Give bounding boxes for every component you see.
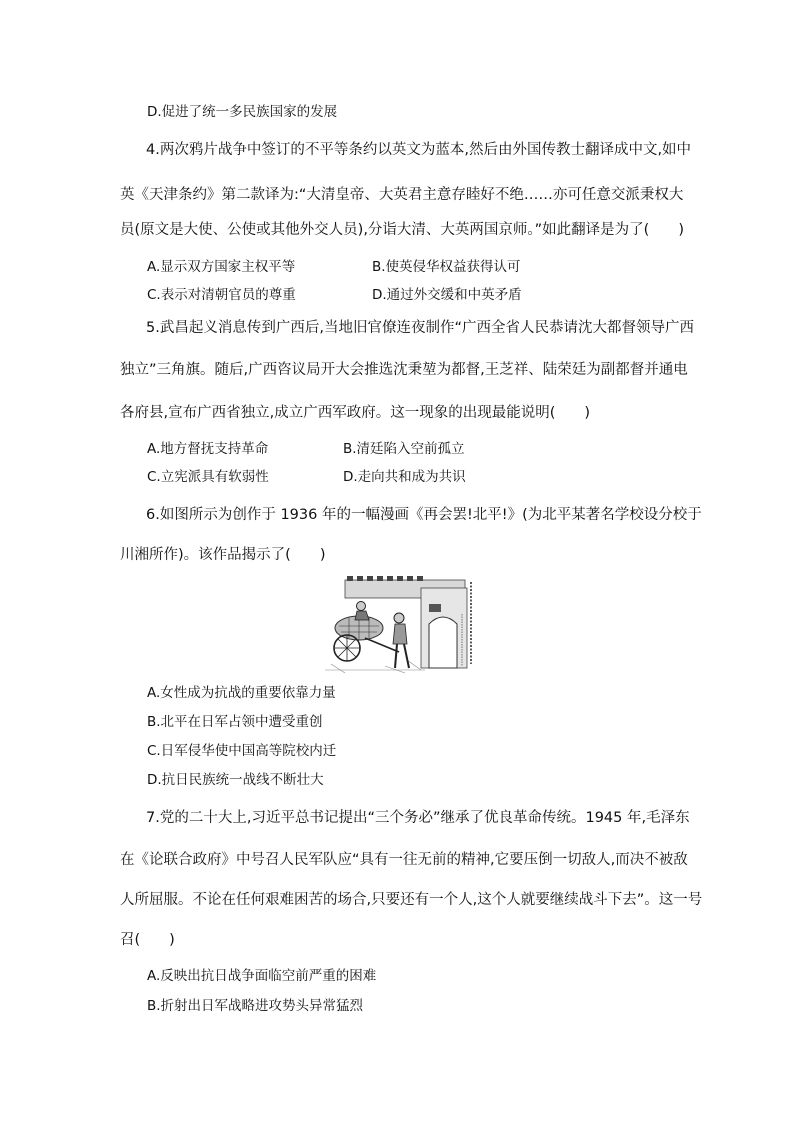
q5-option-b: B.清廷陷入空前孤立 bbox=[343, 441, 465, 457]
q5-stem-line3: 各府县,宣布广西省独立,成立广西军政府。这一现象的出现最能说明( ) bbox=[120, 405, 591, 421]
q4-option-a: A.显示双方国家主权平等 bbox=[147, 259, 296, 275]
q5-option-d: D.走向共和成为共识 bbox=[343, 469, 466, 485]
q6-option-a: A.女性成为抗战的重要依靠力量 bbox=[147, 685, 336, 701]
q3-option-d: D.促进了统一多民族国家的发展 bbox=[147, 104, 338, 120]
q7-option-b: B.折射出日军战略进攻势头异常猛烈 bbox=[147, 998, 364, 1014]
q4-stem-line3: 员(原文是大使、公使或其他外交人员),分诣大清、大英两国京师。”如此翻译是为了( ) bbox=[120, 222, 684, 238]
cartoon-illustration bbox=[325, 574, 479, 674]
q5-option-a: A.地方督抚支持革命 bbox=[147, 441, 269, 457]
q5-option-c: C.立宪派具有软弱性 bbox=[147, 469, 269, 485]
q6-option-d: D.抗日民族统一战线不断壮大 bbox=[147, 772, 324, 788]
q4-stem-line2: 英《天津条约》第二款译为:“大清皇帝、大英君主意存睦好不绝……亦可任意交派秉权大 bbox=[120, 187, 684, 203]
q4-option-b: B.使英侵华权益获得认可 bbox=[372, 259, 521, 275]
q7-stem-line2: 在《论联合政府》中号召人民军队应“具有一往无前的精神,它要压倒一切敌人,而决不被敌 bbox=[120, 852, 688, 868]
q6-stem-line1: 6.如图所示为创作于 1936 年的一幅漫画《再会罢!北平!》(为北平某著名学校设分校于 bbox=[146, 507, 702, 523]
q7-stem-line1: 7.党的二十大上,习近平总书记提出“三个务必”继承了优良革命传统。1945 年,毛泽东 bbox=[146, 810, 690, 826]
q7-option-a: A.反映出抗日战争面临空前严重的困难 bbox=[147, 968, 377, 984]
q4-stem-line1: 4.两次鸦片战争中签订的不平等条约以英文为蓝本,然后由外国传教士翻译成中文,如中 bbox=[146, 142, 692, 158]
q5-stem-line1: 5.武昌起义消息传到广西后,当地旧官僚连夜制作“广西全省人民恭请沈大都督领导广西 bbox=[146, 320, 694, 336]
q7-stem-line3: 人所屈服。不论在任何艰难困苦的场合,只要还有一个人,这个人就要继续战斗下去”。这一号 bbox=[120, 892, 703, 908]
q6-stem-line2: 川湘所作)。该作品揭示了( ) bbox=[120, 547, 326, 563]
q4-option-c: C.表示对清朝官员的尊重 bbox=[147, 287, 296, 303]
q4-option-d: D.通过外交缓和中英矛盾 bbox=[372, 287, 522, 303]
q6-option-b: B.北平在日军占领中遭受重创 bbox=[147, 714, 323, 730]
q6-option-c: C.日军侵华使中国高等院校内迁 bbox=[147, 743, 337, 759]
q7-stem-line4: 召( ) bbox=[120, 932, 175, 948]
q5-stem-line2: 独立”三角旗。随后,广西咨议局开大会推选沈秉堃为都督,王芝祥、陆荣廷为副都督并通电 bbox=[120, 362, 688, 378]
